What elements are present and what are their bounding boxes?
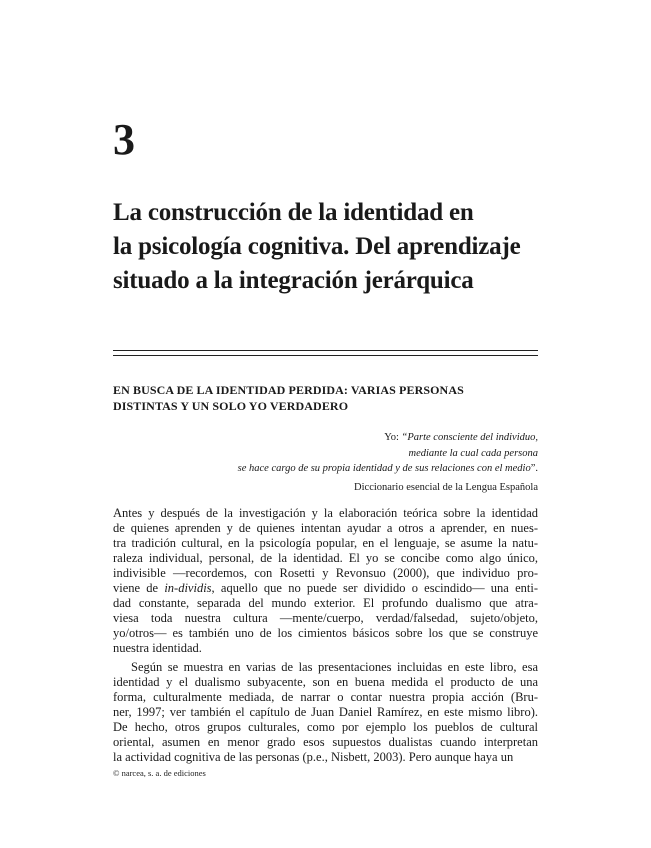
epigraph-text: se hace cargo de su propia identidad y de sus relaciones con el medio [237,463,531,474]
epigraph-line [238,430,538,446]
paragraph-1 [113,506,538,656]
paragraph-line: dad constante, separada del mundo exterior. El profundo dualismo que atra- [113,596,538,610]
paragraph-line: viene de in-dividis, aquello que no puede ser dividido o escindido— una enti- [113,581,538,595]
paragraph-line: nuestra identidad. [113,641,202,655]
chapter-title-line: situado a la integración jerárquica [113,267,474,294]
chapter-title-line: la psicología cognitiva. Del aprendizaje [113,233,521,260]
paragraph-line: oriental, asumen en menor grado esos supuestos dualistas cuando interpretan [113,735,538,749]
chapter-title-line: La construcción de la identidad en [113,199,474,226]
epigraph-source: Diccionario esencial de la Lengua Española [354,481,538,493]
section-heading [113,382,543,414]
copyright-footer: © narcea, s. a. de ediciones [113,768,206,778]
paragraph-line: ner, 1997; ver también el capítulo de Juan Daniel Ramírez, en este mismo libro). [113,705,538,719]
chapter-number: 3 [113,115,135,164]
paragraph-line: tra tradición cultural, en la psicología popular, en el lenguaje, se asume la natu- [113,536,538,550]
section-heading-line: EN BUSCA DE LA IDENTIDAD PERDIDA: VARIAS PERSONAS [113,383,464,397]
paragraph-line: forma, culturalmente mediada, de narrar o contar nuestra propia acción (Bru- [113,690,538,704]
paragraph-line: raleza individual, personal, de la identidad. El yo se concibe como algo único, [113,551,538,565]
section-heading-line: DISTINTAS Y UN SOLO YO VERDADERO [113,399,349,413]
epigraph [238,430,538,495]
paragraph-line: indivisible —recordemos, con Rosetti y Revonsuo (2000), que individuo pro- [113,566,538,580]
paragraph-line: identidad y el dualismo subyacente, son en buena medida el producto de una [113,675,538,689]
paragraph-line: la actividad cognitiva de las personas (p.e., Nisbett, 2003). Pero aunque haya un [113,750,514,764]
paragraph-line: viesa toda nuestra cultura —mente/cuerpo, verdad/falsedad, sujeto/objeto, [113,611,538,625]
double-rule-top [113,350,538,351]
epigraph-closing: ”. [530,463,538,474]
paragraph-line: Antes y después de la investigación y la elaboración teórica sobre la identidad [113,506,538,520]
paragraph-line: de quienes aprenden y de quienes intentan ayudar a otros a aprender, en nues- [113,521,538,535]
epigraph-prefix: Yo: [384,432,402,443]
paragraph-line: Según se muestra en varias de las presentaciones incluidas en este libro, esa [131,660,538,674]
paragraph-line: yo/otros— es también uno de los cimientos básicos sobre los que se construye [113,626,538,640]
paragraph-2 [113,660,538,765]
epigraph-line [238,461,538,477]
epigraph-text: “Parte consciente del individuo, [401,432,538,443]
epigraph-line: mediante la cual cada persona [408,447,538,459]
chapter-title [113,196,553,298]
body-text [113,506,538,765]
double-rule-bottom [113,355,538,356]
paragraph-line: De hecho, otros grupos culturales, como por ejemplo los pueblos de cultural [113,720,538,734]
